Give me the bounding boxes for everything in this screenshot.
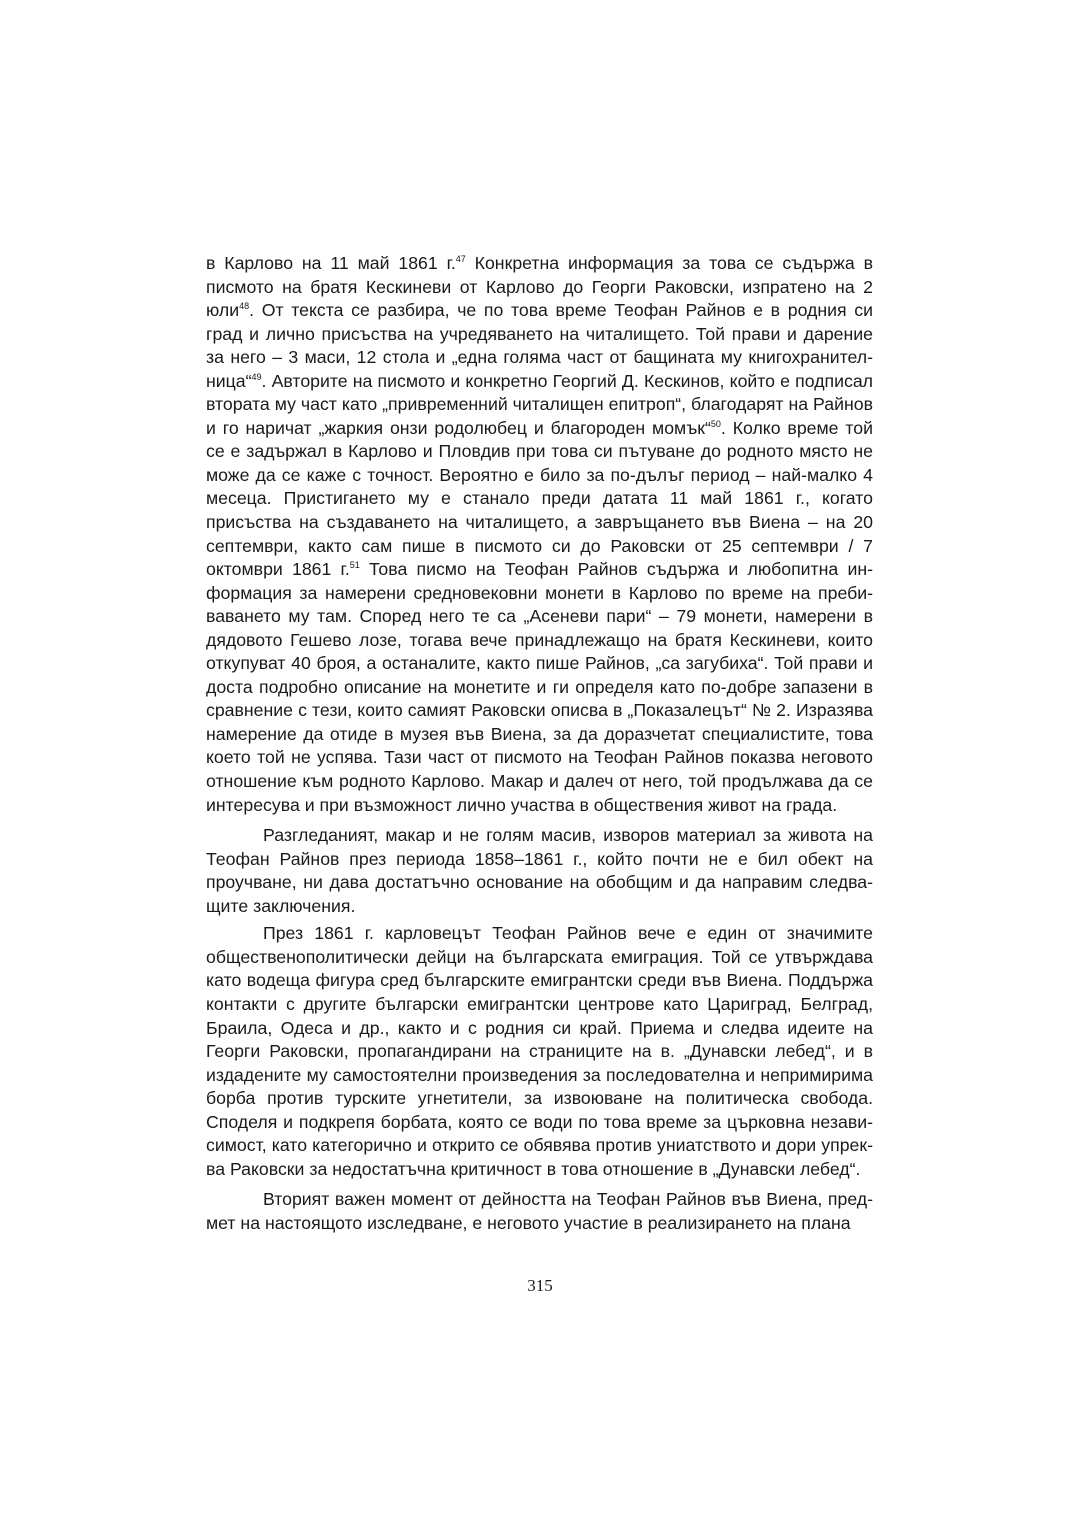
footnote-ref: 48 <box>239 301 250 312</box>
paragraph <box>206 824 873 918</box>
text-run: Това писмо на Теофан Райнов съдържа и любопитна информация за намерени средновековни монети в Карлово по време на пребиваването му там. Според него те са „Асеневи пари“ – 79 монети, намерени в дядовото Гешево лозе, тогава вече принадлежащо на братя Кескиневи, които откупуват 40 броя, а останалите, както пише Райнов, „са загубиха“. Той прави и доста подробно описание на монетите и ги определя като по-добре запазени в сравнение с тези, които самият Раковски описва в „Показалецът“ № 2. Изразява намерение да отиде в музея във Виена, за да доразчетат специалистите, това което той не успява. Тази част от писмото на Теофан Райнов показва неговото отношение към родното Карлово. Макар и далеч от него, той продължава да се интересува и при възможност лично участва в обществения живот на града. <box>206 559 873 815</box>
paragraph <box>206 1188 873 1235</box>
page-number: 315 <box>527 1276 553 1295</box>
paragraph <box>206 922 873 1181</box>
paragraph <box>206 252 873 817</box>
page-body <box>206 252 873 1239</box>
footnote-ref: 50 <box>710 418 721 429</box>
text-run: Разгледаният, макар и не голям масив, изворов материал за живота на Теофан Райнов през периода 1858–1861 г., който почти не е бил обект на проучване, ни дава достатъчно основание на обобщим и да направим следващите заключения. <box>206 825 873 916</box>
text-run: През 1861 г. карловецът Теофан Райнов вече е един от значимите общественополитически дейци на българската емиграция. Той се утвърждава като водеща фигура сред българските емигрантски среди във Виена. Поддържа контакти с другите български емигрантски центрове като Цариград, Белград, Браила, Одеса и др., както и с родния си край. Приема и следва идеите на Георги Раковски, пропагандирани на страниците на в. „Дунавски лебед“, и в издадените му самостоятелни произведения за последователна и непримирима борба против турските угнетители, за извоюване на политическа свобода. Споделя и подкрепя борбата, която се води по това време за църковна независимост, като категорично и открито се обявява против униатството и дори упреква Раковски за недостатъчна критичност в това отношение в „Дунавски лебед“. <box>206 923 873 1179</box>
text-run: . От текста се разбира, че по това време Теофан Райнов е в родния си град и лично присъства на учредяването на читалището. Той прави и дарение за него – 3 маси, 12 стола и „една голяма част от бащината му книгохранителница“ <box>206 300 873 391</box>
text-run: . Авторите на писмото и конкретно Георгий Д. Кескинов, който е подписал втората му част като „привременний читалищен епитроп“, благодарят на Райнов и го наричат „жаркия онзи родолюбец и благороден момък“ <box>206 370 873 438</box>
text-run: Вторият важен момент от дейността на Теофан Райнов във Виена, предмет на настоящото изследване, е неговото участие в реализирането на плана <box>206 1189 873 1233</box>
footnote-ref: 51 <box>349 560 360 571</box>
text-run: в Карлово на 11 май 1861 г. <box>206 253 456 273</box>
footnote-ref: 49 <box>251 371 262 382</box>
footnote-ref: 47 <box>455 254 466 264</box>
text-run: . Колко време той се е задържал в Карлово и Пловдив при това си пътуване до родното място не може да се каже с точност. Вероятно е било за по-дълъг период – най-малко 4 месеца. Пристигането му е станало преди датата 11 май 1861 г., когато присъства на създаването на читалището, а завръщането във Виена – на 20 септември, както сам пише в писмото си до Раковски от 25 септември / 7 октомври 1861 г. <box>206 417 873 580</box>
text-run: Конкретна информация за това се съдържа в писмото на братя Кескиневи от Карлово до Георги Раковски, изпратено на 2 юли <box>206 253 873 321</box>
